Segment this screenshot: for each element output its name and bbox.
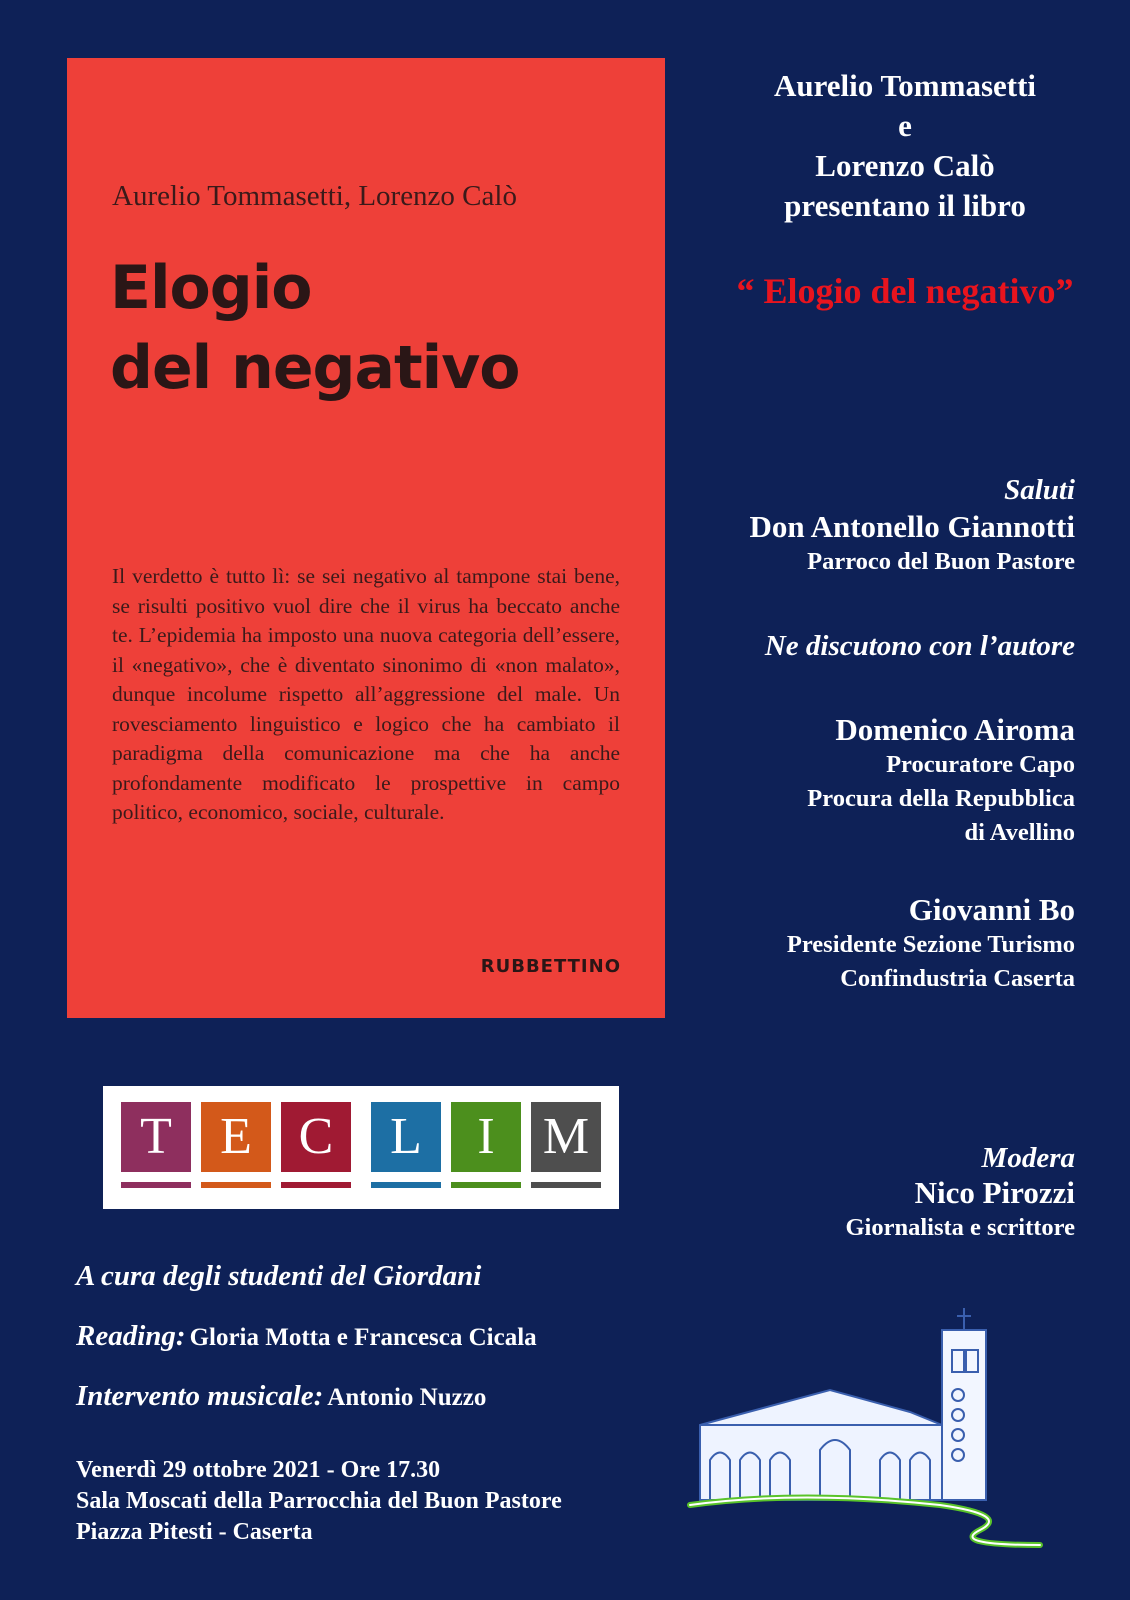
logo-bar-l [371,1182,441,1188]
logo-bar-e [201,1182,271,1188]
saluti-name: Don Antonello Giannotti [749,509,1075,544]
reading-label: Reading: [76,1320,186,1352]
discussant-1-role-3: di Avellino [964,819,1075,846]
teclim-logo [103,1086,619,1209]
cover-blurb: Il verdetto è tutto lì: se sei negativo al tampone stai bene, se risulti positivo vuol dire che il virus ha beccato anche te. L’epidemia ha imposto una nuova categoria dell’essere, il «negativo», che è diventato sinonimo di «non malato», dunque incolume rispetto all’aggressione del male. Un rovesciamento linguistico e logico che ha cambiato il paradigma della comunicazione ma che ha anche profondamente modificato le prospettive in campo politico, economico, sociale, culturale. [112,564,620,824]
discussant-2-name: Giovanni Bo [908,892,1075,927]
cover-title-line1: Elogio [110,253,312,323]
logo-tile-l: L [371,1102,441,1172]
logo-bar-t [121,1182,191,1188]
church-illustration-icon [680,1300,1090,1550]
logo-tile-t: T [121,1102,191,1172]
event-address: Piazza Pitesti - Caserta [76,1519,313,1545]
book-title: “ Elogio del negativo” [736,271,1074,311]
presenter-2: Lorenzo Calò [815,148,995,183]
presenters-header [680,66,1130,226]
discussant-2 [787,892,1075,996]
logo-tile-c: C [281,1102,351,1172]
event-venue: Sala Moscati della Parrocchia del Buon Pastore [76,1488,562,1514]
moderator-label: Modera [981,1142,1075,1174]
cover-title [110,248,630,408]
discussants-label: Ne discutono con l’autore [764,630,1075,662]
presenter-1: Aurelio Tommasetti [773,68,1037,103]
logo-bar-c [281,1182,351,1188]
moderator-name: Nico Pirozzi [914,1175,1075,1210]
discussant-1-role-1: Procuratore Capo [886,751,1075,778]
saluti-section [749,474,1075,579]
cover-title-line2: del negativo [110,333,520,403]
discussant-1-role-2: Procura della Repubblica [807,785,1075,812]
curated-by: A cura degli studenti del Giordani [76,1260,482,1292]
discussant-1-name: Domenico Airoma [835,712,1075,747]
reading-credit [76,1320,537,1353]
saluti-role: Parroco del Buon Pastore [807,548,1075,575]
music-value: Antonio Nuzzo [327,1384,487,1411]
saluti-label: Saluti [1004,474,1075,506]
music-label: Intervento musicale: [76,1380,324,1412]
cover-authors: Aurelio Tommasetti, Lorenzo Calò [112,180,517,212]
logo-tile-i: I [451,1102,521,1172]
event-date-time: Venerdì 29 ottobre 2021 - Ore 17.30 [76,1457,441,1483]
music-credit [76,1380,486,1413]
discussant-2-role-1: Presidente Sezione Turismo [786,931,1075,958]
logo-tile-m: M [531,1102,601,1172]
discussant-1 [807,712,1075,850]
conjunction: e [898,108,912,143]
book-cover [67,58,665,1018]
cover-publisher: RUBBETTINO [480,956,621,977]
reading-value: Gloria Motta e Francesca Cicala [189,1324,537,1351]
moderator-role: Giornalista e scrittore [845,1214,1075,1241]
moderator-section [845,1142,1075,1245]
presents-text: presentano il libro [784,188,1026,223]
event-details [76,1455,562,1548]
logo-tile-e: E [201,1102,271,1172]
logo-bar-m [531,1182,601,1188]
discussant-2-role-2: Confindustria Caserta [840,965,1075,992]
logo-bar-i [451,1182,521,1188]
